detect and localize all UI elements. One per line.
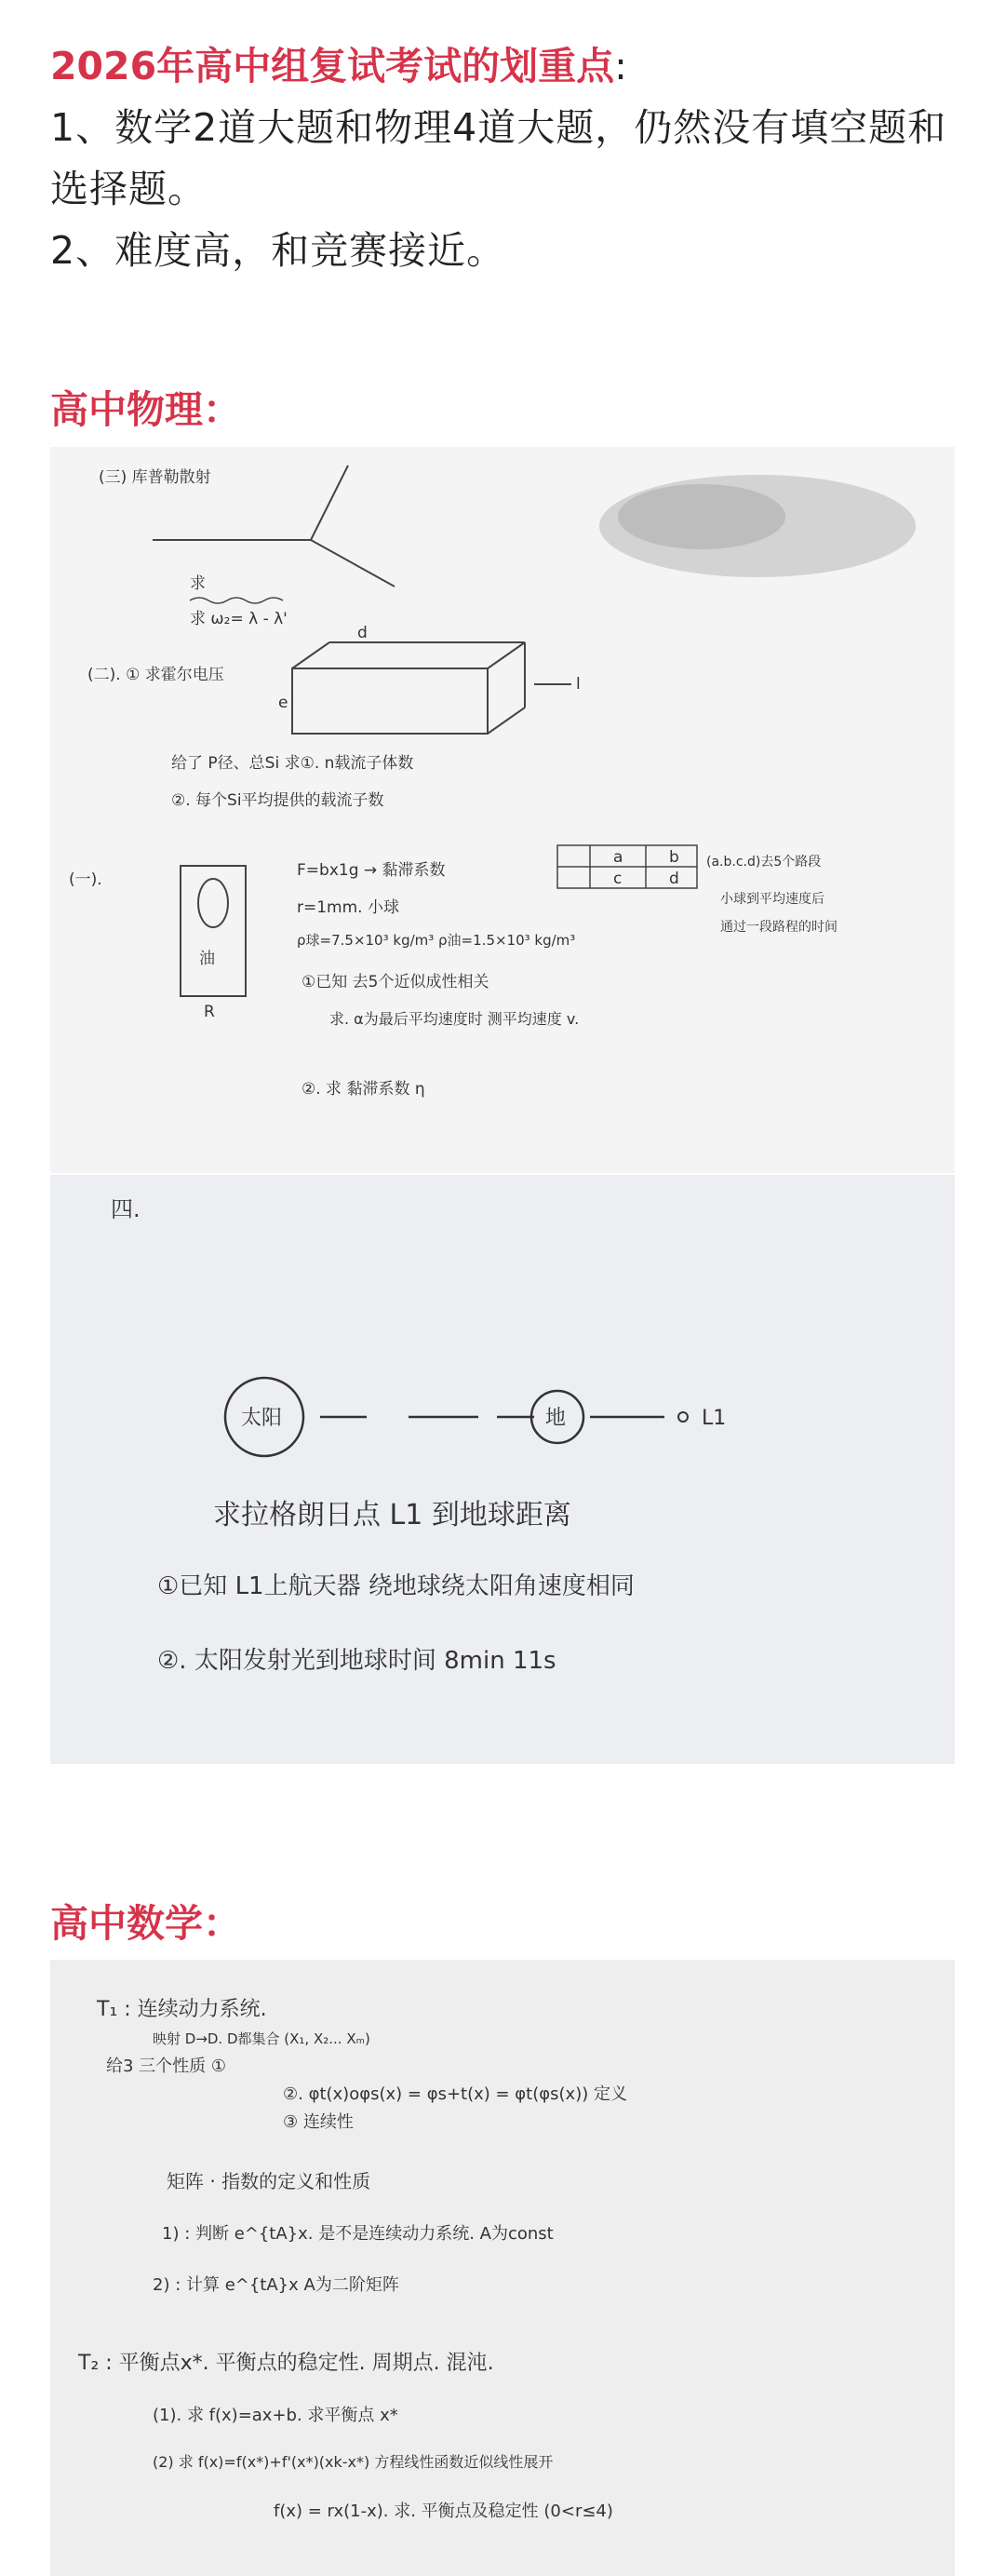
- physics-photo-1: [50, 447, 955, 1173]
- label-l: l: [576, 675, 581, 694]
- t2-q2: (2) 求 f(x)=f(x*)+f'(x*)(xk-x*) 方程线性函数近似线性展开: [153, 2453, 554, 2471]
- intro-line-1: 1、数学2道大题和物理4道大题，仍然没有填空题和选择题。: [50, 105, 947, 211]
- hall-box: [292, 668, 488, 734]
- problem-1-label: (一).: [69, 870, 102, 889]
- p1-side1: (a.b.c.d)去5个路段: [706, 855, 822, 870]
- label-d: d: [357, 624, 368, 642]
- table-c: c: [613, 870, 623, 888]
- p1-radius: r=1mm. 小球: [297, 898, 399, 917]
- t1-title: T₁ : 连续动力系统.: [97, 1998, 267, 2021]
- intro-block: [0, 0, 1005, 281]
- label-R: R: [204, 1003, 215, 1021]
- label-e: e: [278, 694, 288, 712]
- l1-label: L1: [702, 1407, 727, 1430]
- intro-line-2: 2、难度高，和竞赛接近。: [50, 228, 506, 273]
- table-a: a: [613, 848, 623, 867]
- p2-q2: ②. 每个Si平均提供的载流子数: [171, 791, 384, 810]
- math-title: 高中数学：: [50, 1901, 241, 1946]
- t1-q1: 1) : 判断 e^{tA}x. 是不是连续动力系统. A为const: [162, 2224, 554, 2244]
- p1-q1: ①已知 去5个近似成性相关: [302, 973, 489, 991]
- table-d: d: [669, 870, 679, 888]
- table-b: b: [669, 848, 679, 867]
- p1-force: F=bx1g → 黏滞系数: [297, 861, 446, 880]
- problem-3-label: (三) 库普勒散射: [99, 468, 211, 487]
- sun-label: 太阳: [241, 1407, 283, 1430]
- t2-q1: (1). 求 f(x)=ax+b. 求平衡点 x*: [153, 2406, 398, 2425]
- t1-matrix: 矩阵 · 指数的定义和性质: [167, 2170, 371, 2192]
- math-photo: [50, 1960, 955, 2576]
- heading-colon: :: [614, 44, 627, 88]
- p4-q2: ①已知 L1上航天器 绕地球绕太阳角速度相同: [157, 1572, 635, 1600]
- heading-red-text: 2026年高中组复试考试的划重点: [50, 44, 615, 88]
- l1-point: [678, 1412, 688, 1422]
- p1-side3: 通过一段路程的时间: [720, 920, 838, 935]
- math-notes: [50, 1960, 955, 2576]
- oil-cylinder: [181, 866, 246, 996]
- p1-q3: ②. 求 黏滞系数 η: [302, 1080, 425, 1099]
- p1-side2: 小球到平均速度后: [720, 892, 824, 907]
- p4-q1: 求拉格朗日点 L1 到地球距离: [213, 1499, 571, 1531]
- earth-label: 地: [545, 1407, 567, 1430]
- physics-photo-2: [50, 1175, 955, 1764]
- t1-q2: 2) : 计算 e^{tA}x A为二阶矩阵: [153, 2275, 399, 2295]
- t1-p3: ③ 连续性: [283, 2112, 354, 2132]
- label-oil: 油: [199, 950, 215, 968]
- p3-eq1: 求: [190, 574, 206, 593]
- p4-q3: ②. 太阳发射光到地球时间 8min 11s: [157, 1647, 556, 1675]
- p1-q2: 求. α为最后平均速度时 测平均速度 v.: [329, 1010, 580, 1028]
- t1-given: 给3 三个性质 ①: [106, 2057, 227, 2076]
- intro-heading: [50, 35, 955, 97]
- problem-2-label: (二). ① 求霍尔电压: [87, 666, 224, 684]
- p1-density: ρ球=7.5×10³ kg/m³ ρ油=1.5×10³ kg/m³: [297, 932, 576, 949]
- problem-4-label: 四.: [111, 1196, 141, 1222]
- p2-given: 给了 P径、总Si 求①. n载流子体数: [171, 754, 414, 773]
- p3-eq2: 求 ω₂= λ - λ': [190, 610, 288, 628]
- physics-title: 高中物理：: [50, 387, 241, 432]
- t1-p2: ②. φt(x)oφs(x) = φs+t(x) = φt(φs(x)) 定义: [283, 2084, 627, 2104]
- physics-notes-1: [50, 447, 955, 1173]
- physics-notes-2: [50, 1175, 955, 1764]
- abcd-table: [557, 845, 697, 888]
- t2-q3: f(x) = rx(1-x). 求. 平衡点及稳定性 (0<r≤4): [274, 2502, 613, 2521]
- t1-def: 映射 D→D. D都集合 (X₁, X₂... Xₘ): [153, 2030, 370, 2047]
- t2-title: T₂ : 平衡点x*. 平衡点的稳定性. 周期点. 混沌.: [78, 2352, 494, 2375]
